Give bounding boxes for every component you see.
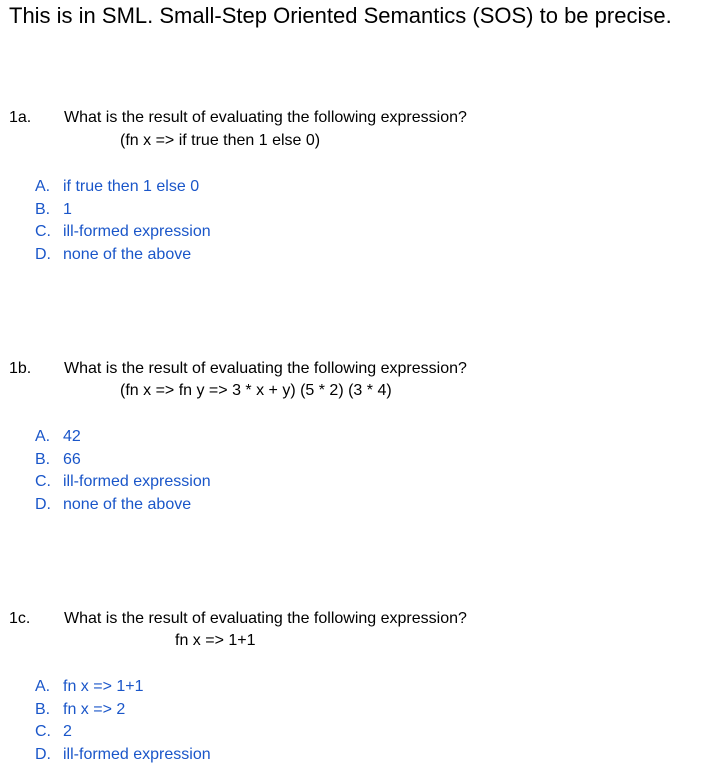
option-c[interactable] [35,472,211,492]
option-text: ill-formed expression [63,473,211,490]
option-b[interactable] [35,200,72,220]
option-text: ill-formed expression [63,746,211,763]
option-letter: D. [35,496,51,513]
option-letter: A. [35,428,51,445]
page-title: This is in SML. Small-Step Oriented Semantics (SOS) to be precise. [9,3,672,28]
option-letter: A. [35,678,51,695]
option-text: fn x => 2 [63,701,126,718]
option-text: 2 [63,723,72,740]
option-letter: C. [35,723,51,740]
option-text: ill-formed expression [63,223,211,240]
option-b[interactable] [35,700,125,720]
question-prompt: What is the result of evaluating the following expression? [64,109,467,126]
option-text: 66 [63,451,81,468]
option-letter: B. [35,701,51,718]
question-number: 1c. [9,610,31,627]
question-expression: (fn x => fn y => 3 * x + y) (5 * 2) (3 * 4) [120,382,392,399]
option-d[interactable] [35,745,211,765]
question-prompt: What is the result of evaluating the following expression? [64,360,467,377]
option-a[interactable] [35,427,81,447]
option-d[interactable] [35,495,191,515]
question-expression: (fn x => if true then 1 else 0) [120,132,321,149]
option-a[interactable] [35,677,144,697]
option-text: 42 [63,428,81,445]
question-expression: fn x => 1+1 [175,632,256,649]
question-number: 1b. [9,360,32,377]
option-letter: D. [35,246,51,263]
question-prompt: What is the result of evaluating the following expression? [64,610,467,627]
option-letter: B. [35,201,51,218]
option-d[interactable] [35,245,191,265]
option-a[interactable] [35,177,199,197]
option-letter: C. [35,473,51,490]
option-text: none of the above [63,246,192,263]
option-letter: B. [35,451,51,468]
option-b[interactable] [35,450,81,470]
option-letter: A. [35,178,51,195]
option-text: none of the above [63,496,192,513]
option-c[interactable] [35,222,211,242]
option-text: 1 [63,201,72,218]
question-number: 1a. [9,109,32,126]
option-text: if true then 1 else 0 [63,178,200,195]
option-c[interactable] [35,722,72,742]
option-letter: C. [35,223,51,240]
option-letter: D. [35,746,51,763]
option-text: fn x => 1+1 [63,678,144,695]
